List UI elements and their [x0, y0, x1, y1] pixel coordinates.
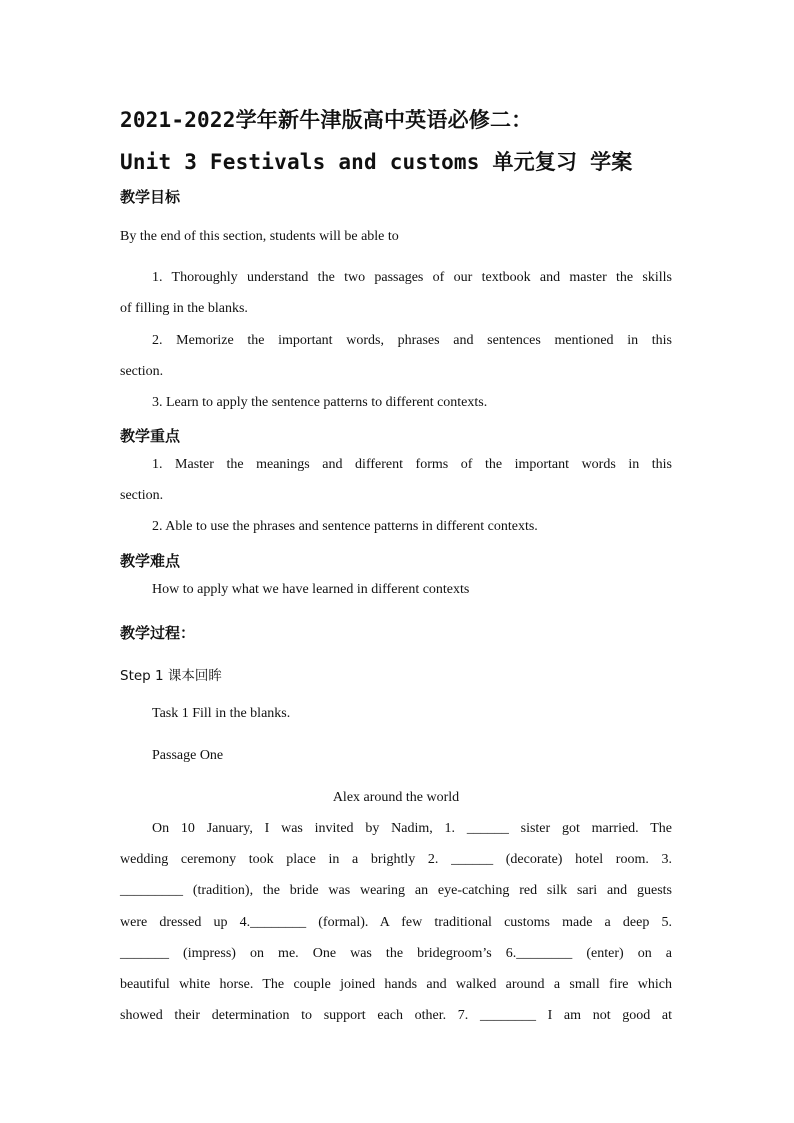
passage-line: were dressed up 4.________ (formal). A few traditional customs made a deep 5.: [120, 915, 672, 930]
objective-item-3: 3. Learn to apply the sentence patterns to different contexts.: [152, 395, 488, 410]
passage-line: showed their determination to support each other. 7. ________ I am not good at: [120, 1008, 672, 1023]
step-1-heading: Step 1 课本回眸: [120, 668, 222, 684]
document-title: 2021-2022学年新牛津版高中英语必修二：: [120, 108, 533, 132]
passage-title: Alex around the world: [332, 790, 460, 805]
objectives-intro: By the end of this section, students will be able to: [120, 229, 399, 244]
key-point-item-2: 2. Able to use the phrases and sentence patterns in different contexts.: [152, 519, 538, 534]
document-subtitle: Unit 3 Festivals and customs 单元复习 学案: [120, 150, 633, 174]
difficulties-heading: 教学难点: [120, 552, 181, 570]
task-1-instruction: Task 1 Fill in the blanks.: [152, 706, 291, 721]
objective-item-1-continued: of filling in the blanks.: [120, 301, 248, 316]
key-point-item-1: 1. Master the meanings and different forms of the important words in this: [152, 457, 672, 472]
objective-item-2: 2. Memorize the important words, phrases and sentences mentioned in this: [152, 333, 672, 348]
passage-line: beautiful white horse. The couple joined hands and walked around a small fire which: [120, 977, 672, 992]
difficulties-text: How to apply what we have learned in different contexts: [152, 582, 470, 597]
process-heading: 教学过程：: [120, 624, 196, 642]
passage-line: On 10 January, I was invited by Nadim, 1. ______ sister got married. The: [152, 821, 672, 836]
passage-line: _________ (tradition), the bride was wearing an eye-catching red silk sari and guests: [120, 883, 672, 898]
key-point-item-1-continued: section.: [120, 488, 164, 503]
passage-line: _______ (impress) on me. One was the bridegroom’s 6.________ (enter) on a: [120, 946, 672, 961]
objective-item-1: 1. Thoroughly understand the two passages of our textbook and master the skills: [152, 270, 672, 285]
objective-item-2-continued: section.: [120, 364, 164, 379]
passage-line: wedding ceremony took place in a brightly 2. ______ (decorate) hotel room. 3.: [120, 852, 672, 867]
key-points-heading: 教学重点: [120, 427, 181, 445]
objectives-heading: 教学目标: [120, 188, 181, 206]
passage-one-label: Passage One: [152, 748, 224, 763]
